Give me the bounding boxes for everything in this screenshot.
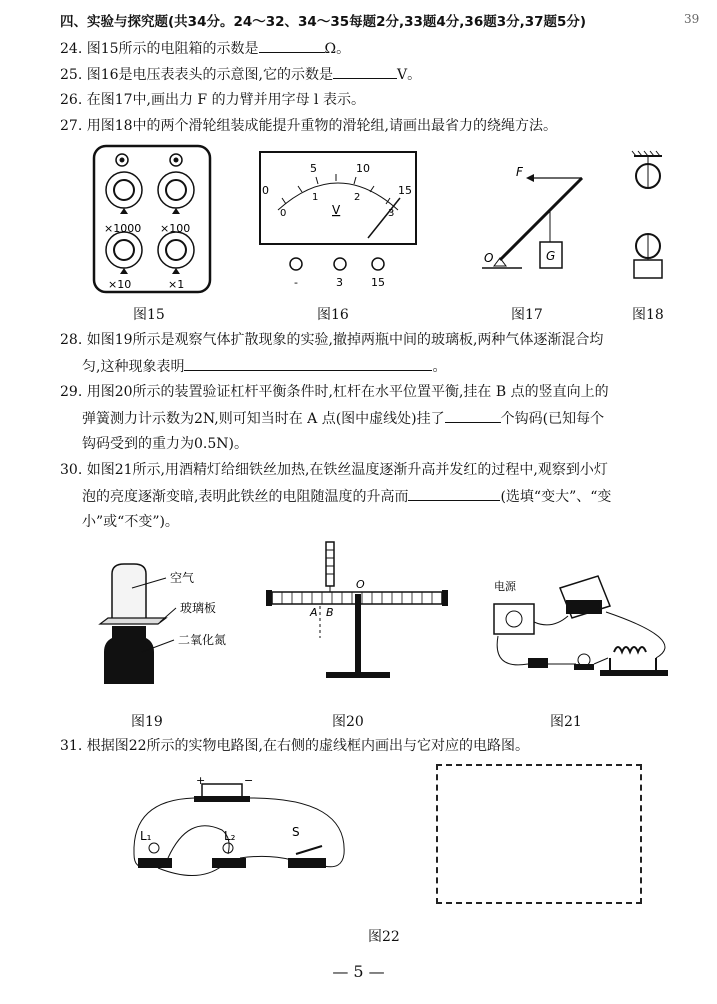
fig15-x10-label: ×10 xyxy=(108,278,132,291)
q30-line2a: 泡的亮度逐渐变暗,表明此铁丝的电阻随温度的升高而 xyxy=(82,489,409,505)
fig16-unit-v: V xyxy=(332,203,341,217)
q30-line1: 如图21所示,用酒精灯给细铁丝加热,在铁丝温度逐渐升高并发红的过程中,观察到小灯 xyxy=(86,462,608,478)
q28-line1: 如图19所示是观察气体扩散现象的实验,撤掉两瓶中间的玻璃板,两种气体逐渐混合均 xyxy=(86,332,604,348)
fig22-s-label: S xyxy=(292,825,300,839)
page-number: — 5 — xyxy=(332,962,385,981)
q26-number: 26. xyxy=(60,92,83,108)
fig15-x1000-label: ×1000 xyxy=(104,222,142,235)
fig22-l2-label: L₂ xyxy=(224,829,236,843)
fig15-x100-label: ×100 xyxy=(160,222,191,235)
q24-number: 24. xyxy=(60,41,83,57)
fig16-inner-0: 0 xyxy=(280,208,287,219)
question-27 xyxy=(60,116,557,136)
q27-text: 用图18中的两个滑轮组装成能提升重物的滑轮组,请画出最省力的绕绳方法。 xyxy=(86,118,557,134)
corner-mark: 39 xyxy=(684,12,700,26)
q25-answer-blank[interactable] xyxy=(333,64,397,79)
fig18-caption: 图18 xyxy=(632,307,664,323)
figure-20-lever-stand xyxy=(262,538,452,688)
fig16-terminal-15: 15 xyxy=(371,276,385,289)
q24-answer-blank[interactable] xyxy=(259,38,325,53)
q30-line3: 小”或“不变”)。 xyxy=(82,514,179,530)
q29-line2a: 弹簧测力计示数为2N,则可知当时在 A 点(图中虚线处)挂了 xyxy=(82,411,445,427)
fig20-a-label: A xyxy=(310,606,318,619)
q31-text: 根据图22所示的实物电路图,在右侧的虚线框内画出与它对应的电路图。 xyxy=(86,738,529,754)
fig21-power-label: 电源 xyxy=(494,580,516,593)
fig17-pivot-label: O xyxy=(484,251,494,265)
fig19-no2-label: 二氧化氮 xyxy=(178,633,227,647)
fig21-caption: 图21 xyxy=(550,714,582,730)
fig15-caption: 图15 xyxy=(133,307,165,323)
fig16-top-0: 0 xyxy=(262,184,269,197)
fig15-x1-label: ×1 xyxy=(168,278,185,291)
question-30-line1 xyxy=(60,460,608,480)
fig20-b-label: B xyxy=(326,606,334,619)
figure-15-resistance-box xyxy=(92,144,212,294)
figure-16-voltmeter xyxy=(258,150,418,290)
question-29-line1 xyxy=(60,382,609,402)
fig17-caption: 图17 xyxy=(511,307,543,323)
fig20-caption: 图20 xyxy=(332,714,364,730)
q29-line2b: 个钩码(已知每个 xyxy=(500,411,605,427)
q28-end: 。 xyxy=(432,359,447,375)
fig16-top-10: 10 xyxy=(356,162,370,175)
q31-answer-box[interactable] xyxy=(436,764,642,904)
q24-text: 图15所示的电阻箱的示数是 xyxy=(86,41,259,57)
fig16-inner-3: 3 xyxy=(388,208,395,219)
q25-number: 25. xyxy=(60,67,83,83)
question-29-line3 xyxy=(82,434,248,454)
fig19-glass-label: 玻璃板 xyxy=(180,601,217,615)
q25-text: 图16是电压表表头的示意图,它的示数是 xyxy=(86,67,333,83)
question-28-line1 xyxy=(60,330,603,350)
figure-21-heating-circuit xyxy=(488,560,708,690)
q27-number: 27. xyxy=(60,118,83,134)
section-header: 四、实验与探究题(共34分。24～32、34～35每题2分,33题4分,36题3分,37题5分) xyxy=(60,14,587,30)
q29-number: 29. xyxy=(60,384,83,400)
q29-line1: 用图20所示的装置验证杠杆平衡条件时,杠杆在水平位置平衡,挂在 B 点的竖直向上的 xyxy=(86,384,609,400)
fig19-air-label: 空气 xyxy=(170,571,195,585)
fig17-force-label: F xyxy=(516,165,523,179)
fig19-caption: 图19 xyxy=(131,714,163,730)
question-31 xyxy=(60,736,529,756)
fig16-top-15: 15 xyxy=(398,184,412,197)
fig22-caption: 图22 xyxy=(368,929,400,945)
question-30-line3 xyxy=(82,512,179,532)
fig22-l1-label: L₁ xyxy=(140,829,152,843)
fig16-caption: 图16 xyxy=(317,307,349,323)
figure-19-gas-diffusion xyxy=(88,560,227,690)
question-26 xyxy=(60,90,365,110)
fig16-terminal-3: 3 xyxy=(336,276,343,289)
fig16-terminal-minus: - xyxy=(294,276,298,289)
q31-number: 31. xyxy=(60,738,83,754)
question-30-line2 xyxy=(82,486,611,507)
question-29-line2 xyxy=(82,408,604,429)
q26-text: 在图17中,画出力 F 的力臂并用字母 l 表示。 xyxy=(86,92,365,108)
q29-answer-blank[interactable] xyxy=(445,408,501,423)
fig22-minus-label: − xyxy=(244,774,254,787)
figure-18-pulleys xyxy=(628,150,668,280)
fig20-o-label: O xyxy=(356,578,365,591)
question-28-line2 xyxy=(82,356,446,377)
fig16-top-5: 5 xyxy=(310,162,317,175)
question-25 xyxy=(60,64,421,85)
fig17-weight-label: G xyxy=(546,249,556,263)
q25-unit: V。 xyxy=(396,67,422,83)
q24-unit: Ω。 xyxy=(324,41,351,57)
fig16-inner-1: 1 xyxy=(312,192,319,203)
fig16-inner-2: 2 xyxy=(354,192,361,203)
fig22-plus-label: + xyxy=(196,774,206,787)
q28-line2: 匀,这种现象表明 xyxy=(82,359,185,375)
figure-17-lever xyxy=(478,162,588,282)
q30-answer-blank[interactable] xyxy=(408,486,500,501)
question-24 xyxy=(60,38,350,59)
figure-22-physical-circuit xyxy=(128,774,358,894)
q28-number: 28. xyxy=(60,332,83,348)
q28-answer-blank[interactable] xyxy=(184,356,432,371)
q30-line2b: (选填“变大”、“变 xyxy=(500,489,612,505)
q30-number: 30. xyxy=(60,462,83,478)
q29-line3: 钩码受到的重力为0.5N)。 xyxy=(82,436,248,452)
